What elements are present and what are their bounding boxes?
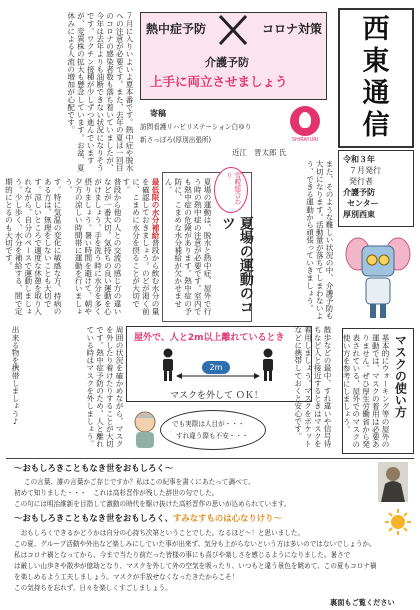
- masthead-title: [344, 14, 408, 144]
- footer-para2-line1: おもしろくできるかどうかは自分の心持ち次第ということでした。なるほど～！と思いました。: [14, 529, 305, 537]
- mask-notice-col2: 周囲の状況を確かめながら、マスクを外したり着けたりすることが大切です。熱中症予防のため、人と離れている時はマスクを外しましょう。: [85, 326, 124, 448]
- footer-heading-2: [14, 512, 282, 524]
- summer-exercise-title: 夏場の運動のコツ: [219, 216, 254, 314]
- issue-month: ７月発行: [349, 166, 381, 175]
- footer-heading-2-prefix: ～おもしろきこともなき世をおもしろく、: [14, 513, 173, 523]
- robot-illustration: [344, 232, 412, 322]
- summer-exercise-highlight: 最低限の水分補給: [151, 178, 160, 239]
- masthead-char: 通: [362, 78, 390, 109]
- right-column-text: また、そのような難しい状況の中、介護予防も大切になります。活動量が落ちてしまわないよう、できる運動から頑張っていきましょう。: [305, 160, 334, 320]
- masthead-char: 西: [362, 14, 390, 45]
- mask-notice-col1: 散歩などの最中、すれ違いや信号待ちなど人と接近するときはマスクを着用しましょう。マスクをポケットなどに携帯しておくと安心です。: [293, 326, 332, 448]
- footer-para2-line2: この夏、グループ活動や外出など楽しみにしていた事が出来ず、気分も上がらないという方は多いのではないでしょうか。: [14, 540, 376, 548]
- footer-see-back: 裏面もご覧ください: [330, 598, 395, 607]
- mask-usage-title: マスクの使い方: [393, 334, 408, 418]
- contributor-org: 訪問看護リハビリステーション白ゆり: [140, 123, 252, 131]
- intro-text: ７月に入りいよいよ夏本番です。熱中症や脱水への注意が必要です。また、去年の夏は一回目のコロナの感染者数も落ち着いていましたが、今年は去年よりも油断できない状況になりそうです。ワクチン接種が少しずつ進んでいますが、変異株の拡大も懸念しています。お盆、夏休みによる人流の増加が心配です。: [66, 12, 134, 172]
- distance-badge: 2m: [202, 361, 230, 374]
- footer-heading-2-suffix: すみなすものは心なりけり～: [172, 513, 282, 523]
- footer-para1-line3: この句には明治維新を目指して激動の時代を駆け抜けた高杉晋作の思いが込められています。: [14, 500, 291, 508]
- logo-text: SHIRAYURI: [291, 137, 319, 143]
- masthead-char: 信: [362, 110, 390, 141]
- contributor-label: 寄稿: [150, 109, 166, 118]
- mask-notice-col3: 出来る物を携帯しましょう♪: [11, 326, 20, 427]
- summer-exercise-col2-text: 普段から飲む水分の量を確認しておきましょう。のどが渇く前に、こまめに水分を摂ることが大切です。: [121, 178, 160, 315]
- publisher-name: センター: [347, 199, 379, 208]
- contributor-branch: 新さっぽろ(厚別出張所): [140, 136, 212, 144]
- masthead-char: 東: [362, 46, 390, 77]
- footer-divider: [6, 458, 414, 459]
- mask-usage-text: 基本的にウォーキング等の屋外の運動では、マスクの着用は必要ありません。ぜひ厚生労働省から発表されている、屋外でのマスクの使い方を参考にしましょう。: [342, 334, 390, 448]
- mask-notice-caption: マスクを外して ＯＫ！: [170, 391, 263, 401]
- robot-mascot: [344, 232, 412, 322]
- shirayuri-logo: [286, 106, 324, 144]
- elderly-person-icon: [130, 410, 160, 450]
- mask-notice-headline: 屋外で、人と2m以上離れているとき: [134, 333, 285, 343]
- footer-para1-line1: この言葉、誰の言葉かご存じですか？私はこの紀事を書くにあたって調べて、: [24, 478, 255, 486]
- banner-right-label: コロナ対策: [262, 22, 323, 36]
- worry-text-2: すれ違う際も不安・・・: [176, 432, 249, 440]
- footer-para2-line3: 私はコロナ禍となってから、今まで当たり前だった皆様の事にも喜びや楽しさを感じるようになりました。暑さで: [14, 551, 351, 559]
- footer-para2-line4: は厳しい山歩きや散歩が億劫となり、マスクを外して外の空気を吸ったり、いつもと違う景色を眺めて、この夏もコロナ禍: [14, 562, 377, 570]
- bubble-text: 雪幌総合わり: [224, 172, 241, 205]
- cross-mark-icon: [218, 14, 248, 46]
- banner-left-label: 熱中症予防: [146, 22, 207, 36]
- summer-exercise-col4: す。特に気温の変化に敏感な方、持病のある方は、無理をしないことも大切です。涼しいところで適度な休憩を取り入れながら、自分のペースで運動しましょう。少し歩く、水分を補給する、間で定期的にとるのも大切です。: [4, 178, 62, 315]
- publisher-name: 介護予防: [343, 188, 375, 197]
- summer-exercise-col3: 普段から他の人との交流の感じ方の違いなどが一番大切。気持ちの良い運動を心がけましょう。手を洗う時に水分を多く摂りましょう。暑い時間を避けて、朝や夕方の涼しい時間帯に運動を行いましょう。: [64, 178, 122, 315]
- summer-exercise-col2: [121, 178, 160, 318]
- person-icon: [160, 348, 176, 382]
- banner-slogan: 上手に両立させましょう: [150, 74, 288, 89]
- publisher-name: 厚別西東: [343, 210, 375, 219]
- sun-icon: [384, 508, 412, 536]
- summer-exercise-col1: 夏場の運動は、脱水と熱中症、屋外で行う時の熱中症の注意が必要です。室内でも熱中症の危険があります。熱中症の予防に、こまめな水分補給が欠かせません。: [164, 178, 212, 315]
- publisher-label: 発行者: [349, 177, 373, 186]
- worry-text-1: でも実際は人目が・・・: [172, 420, 245, 428]
- issue-box: [338, 150, 414, 227]
- footer-para2-line5: を楽しめるよう工夫しましょう。マスクが手放せなくなったきたからこそ！: [14, 573, 239, 581]
- banner-mid-label: 介護予防: [205, 56, 249, 69]
- contributor-person: 近江 晋太郎 氏: [232, 148, 287, 157]
- takasugi-portrait-icon: [378, 462, 408, 502]
- footer-para1-line2: 初めて知りました・・・ これは高杉晋作が残した辞世の句でした。: [14, 489, 219, 497]
- footer-para2-line6: この気持ちを忘れず、日々を楽しくすごしましょう。: [14, 584, 172, 592]
- footer-heading-1: ～おもしろきこともなき世をおもしろく～: [14, 463, 174, 473]
- issue-date: 令和３年: [343, 155, 375, 164]
